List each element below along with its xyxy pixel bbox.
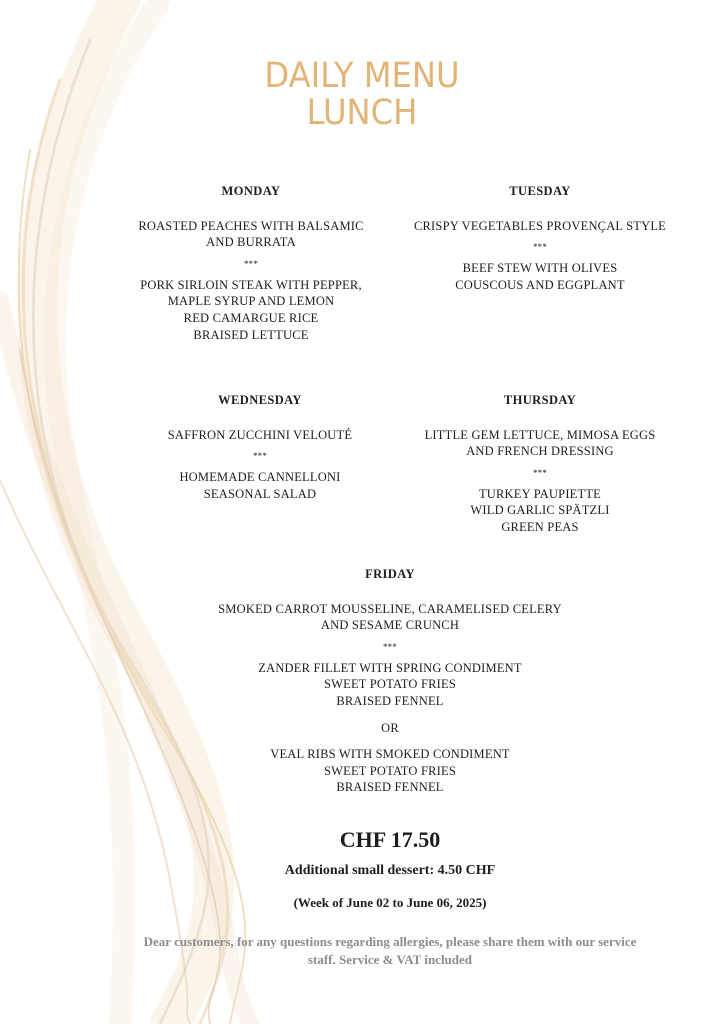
alternative-main-course: VEAL RIBS WITH SMOKED CONDIMENT SWEET POTATO FRIES BRAISED FENNEL [270, 747, 510, 795]
separator: *** [252, 451, 268, 462]
starter: SMOKED CARROT MOUSSELINE, CARAMELISED CELERY AND SESAME CRUNCH [218, 601, 562, 633]
starter: CRISPY VEGETABLES PROVENÇAL STYLE [413, 218, 667, 233]
day-name: WEDNESDAY [218, 393, 302, 407]
main-course: HOMEMADE CANNELLONI SEASONAL SALAD [179, 470, 341, 501]
day-thursday [400, 392, 680, 536]
menu-title [0, 58, 724, 132]
or-divider: OR [381, 720, 399, 735]
day-name: TUESDAY [509, 184, 571, 198]
starter: SAFFRON ZUCCHINI VELOUTÉ [167, 427, 353, 442]
day-name: MONDAY [221, 184, 281, 198]
week-dates: (Week of June 02 to June 06, 2025) [293, 895, 487, 910]
allergy-notice: Dear customers, for any questions regarding allergies, please share them with our service staff. Service & VAT included [143, 934, 637, 967]
menu-title-line1: DAILY MENU [264, 56, 460, 96]
day-wednesday [130, 392, 390, 502]
starter: ROASTED PEACHES WITH BALSAMIC AND BURRATA [138, 218, 364, 250]
day-friday [190, 566, 590, 796]
menu-price: CHF 17.50 [339, 827, 441, 852]
day-monday [121, 183, 381, 343]
main-course: BEEF STEW WITH OLIVES COUSCOUS AND EGGPLANT [455, 261, 625, 292]
separator: *** [532, 467, 548, 478]
main-course: TURKEY PAUPIETTE WILD GARLIC SPÄTZLI GREEN PEAS [470, 486, 610, 534]
separator: *** [532, 242, 548, 253]
day-name: FRIDAY [365, 567, 415, 581]
main-course: PORK SIRLOIN STEAK WITH PEPPER, MAPLE SYRUP AND LEMON RED CAMARGUE RICE BRAISED LETTUCE [140, 277, 362, 342]
separator: *** [243, 258, 259, 269]
day-tuesday [400, 183, 680, 293]
main-course: ZANDER FILLET WITH SPRING CONDIMENT SWEET POTATO FRIES BRAISED FENNEL [258, 660, 522, 708]
day-name: THURSDAY [503, 393, 577, 407]
dessert-price: Additional small dessert: 4.50 CHF [284, 863, 496, 878]
starter: LITTLE GEM LETTUCE, MIMOSA EGGS AND FRENCH DRESSING [424, 427, 656, 459]
separator: *** [382, 641, 398, 652]
menu-title-line2: LUNCH [306, 93, 418, 133]
